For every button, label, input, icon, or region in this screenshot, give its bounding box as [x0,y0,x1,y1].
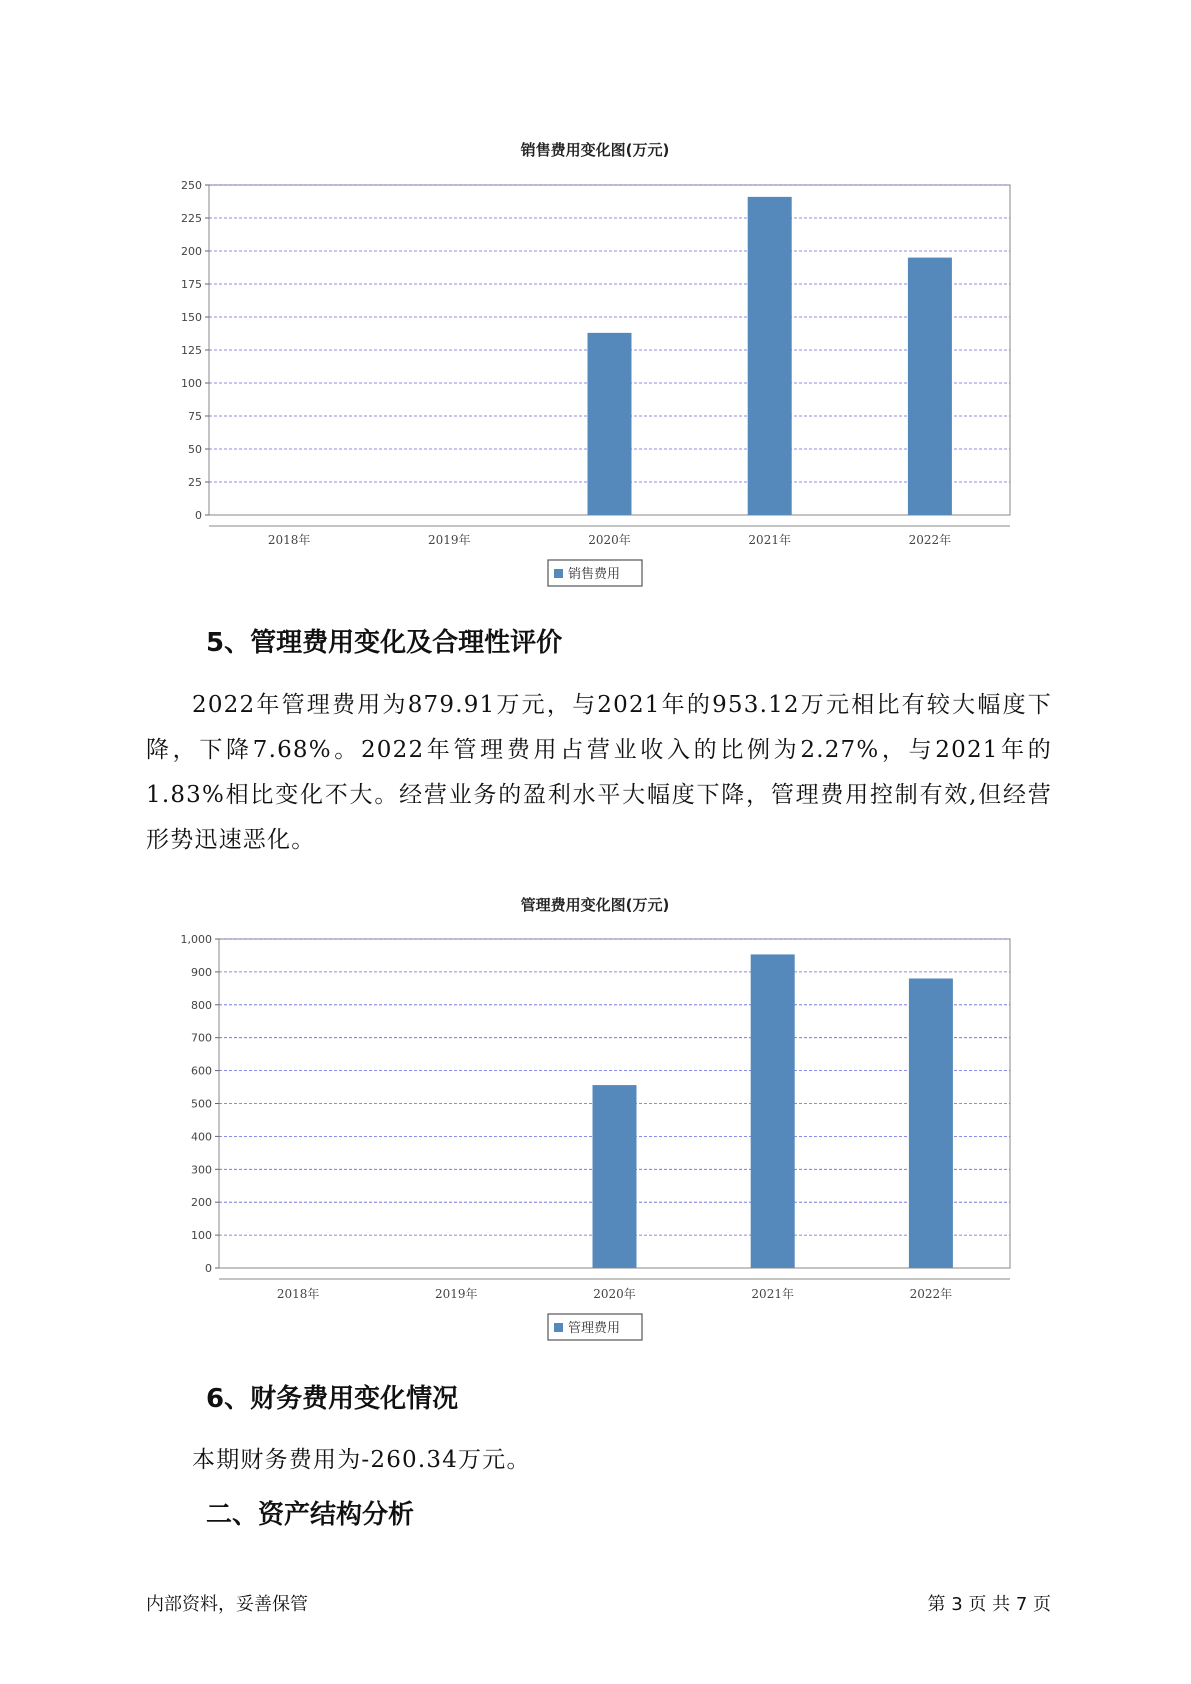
chart-title: 销售费用变化图(万元) [520,141,670,159]
bar [588,333,632,515]
admin-expense-chart [0,886,1191,1356]
y-tick-label: 50 [188,443,202,456]
y-tick-label: 225 [181,212,202,225]
y-tick-label: 300 [191,1163,212,1177]
y-tick-label: 100 [181,377,202,390]
section5-paragraph: 2022年管理费用为879.91万元，与2021年的953.12万元相比有较大幅度下降，下降7.68%。2022年管理费用占营业收入的比例为2.27%，与2021年的1.83%相比变化不大。经营业务的盈利水平大幅度下降，管理费用控制有效,但经营形势迅速恶化。 [146,692,1052,853]
y-tick-label: 125 [181,344,202,357]
admin-expense-chart-svg [0,886,1191,1356]
legend-swatch [554,569,563,578]
x-tick-label: 2021年 [751,1287,794,1301]
bar [751,954,795,1268]
y-tick-label: 500 [191,1097,212,1111]
x-tick-label: 2019年 [428,533,471,547]
y-tick-label: 400 [191,1130,212,1144]
x-tick-label: 2020年 [593,1287,636,1301]
y-tick-label: 200 [181,245,202,258]
y-tick-label: 75 [188,410,202,423]
section-two-heading: 二、资产结构分析 [206,1500,415,1530]
bar [908,258,952,515]
x-tick-label: 2022年 [909,1287,953,1301]
y-tick-label: 900 [191,965,212,979]
sales-expense-chart [0,130,1191,600]
legend-label: 销售费用 [568,567,621,582]
y-tick-label: 175 [181,278,202,291]
bar [593,1085,637,1268]
y-tick-label: 800 [191,998,212,1012]
x-tick-label: 2020年 [588,533,631,547]
x-tick-label: 2018年 [276,1287,320,1301]
footer-confidential: 内部资料，妥善保管 [146,1594,308,1615]
y-tick-label: 100 [191,1229,212,1243]
legend [548,1314,642,1340]
y-tick-label: 700 [191,1031,212,1045]
bar [748,197,792,515]
sales-expense-chart-svg [0,130,1191,600]
y-tick-label: 150 [181,311,202,324]
section5-heading: 5、管理费用变化及合理性评价 [206,628,563,658]
x-tick-label: 2019年 [435,1287,478,1301]
x-tick-label: 2022年 [908,533,952,547]
y-tick-label: 250 [181,179,202,192]
section6-paragraph: 本期财务费用为-260.34万元。 [192,1447,531,1473]
legend-label: 管理费用 [568,1321,621,1336]
footer-page-number: 第 3 页 共 7 页 [927,1594,1051,1615]
y-tick-label: 1,000 [180,933,212,946]
x-tick-label: 2018年 [267,533,311,547]
x-tick-label: 2021年 [748,533,791,547]
bar [909,979,953,1268]
y-tick-label: 0 [195,509,202,522]
y-tick-label: 600 [191,1064,212,1078]
y-tick-label: 0 [205,1262,212,1275]
section6-heading: 6、财务费用变化情况 [206,1384,459,1414]
y-tick-label: 200 [191,1196,212,1210]
legend [548,560,642,586]
legend-swatch [554,1323,563,1332]
y-tick-label: 25 [188,476,202,489]
chart-title: 管理费用变化图(万元) [520,896,670,914]
